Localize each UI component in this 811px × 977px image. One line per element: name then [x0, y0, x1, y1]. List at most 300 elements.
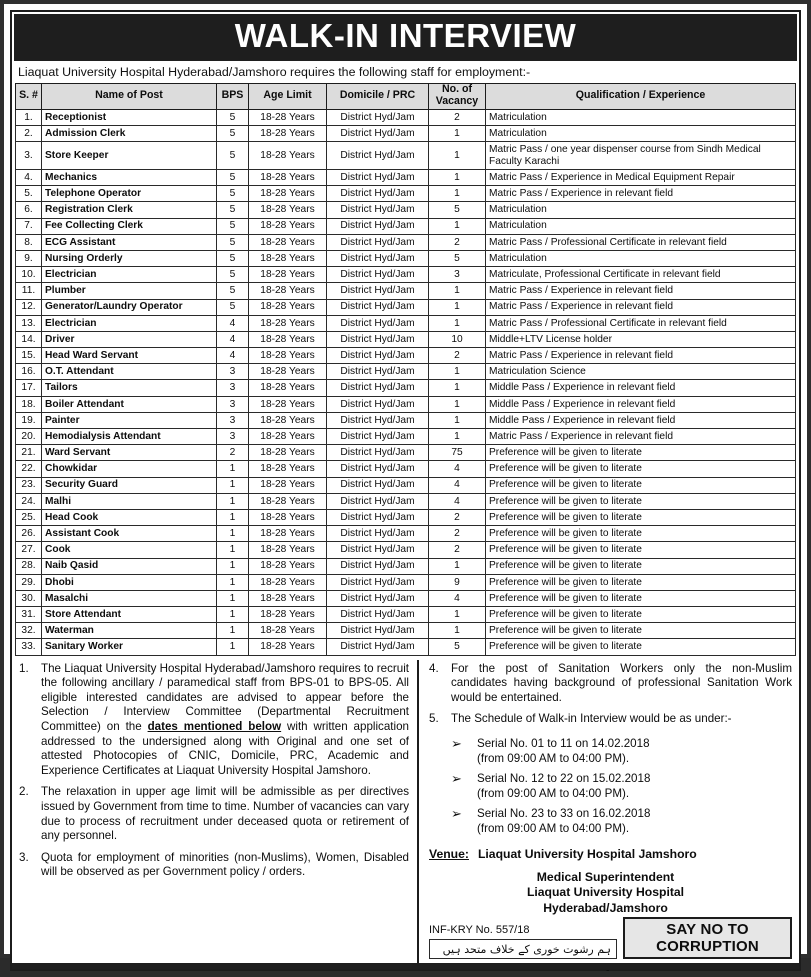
cell-domicile: District Hyd/Jam	[327, 380, 429, 396]
table-row	[16, 509, 796, 525]
cell-post-name: Dhobi	[42, 574, 217, 590]
cell-age-limit: 18-28 Years	[249, 493, 327, 509]
cell-bps: 4	[217, 315, 249, 331]
cell-vacancy: 3	[429, 267, 486, 283]
schedule-item	[451, 772, 792, 801]
cell-vacancy: 1	[429, 364, 486, 380]
cell-post-name: Fee Collecting Clerk	[42, 218, 217, 234]
cell-post-name: Head Ward Servant	[42, 348, 217, 364]
schedule-text	[477, 772, 650, 801]
cell-bps: 1	[217, 493, 249, 509]
cell-serial: 21.	[16, 445, 42, 461]
note-text	[41, 662, 409, 779]
table-row	[16, 493, 796, 509]
cell-post-name: Tailors	[42, 380, 217, 396]
cell-post-name: Naib Qasid	[42, 558, 217, 574]
cell-age-limit: 18-28 Years	[249, 267, 327, 283]
table-row	[16, 348, 796, 364]
cell-domicile: District Hyd/Jam	[327, 590, 429, 606]
say-no-to-corruption-badge: SAY NO TO CORRUPTION	[623, 917, 792, 959]
cell-post-name: Electrician	[42, 315, 217, 331]
cell-bps: 3	[217, 412, 249, 428]
cell-post-name: Driver	[42, 331, 217, 347]
cell-domicile: District Hyd/Jam	[327, 234, 429, 250]
note-text-before: The relaxation in upper age limit will be admissible as per directives issued by Government from time to time. Number of vacancies can vary due to process of recruitment under deceased quota or retirement of any personnel.	[41, 785, 409, 843]
cell-serial: 11.	[16, 283, 42, 299]
cell-serial: 22.	[16, 461, 42, 477]
cell-qualification: Preference will be given to literate	[486, 509, 796, 525]
cell-domicile: District Hyd/Jam	[327, 186, 429, 202]
cell-age-limit: 18-28 Years	[249, 526, 327, 542]
cell-serial: 24.	[16, 493, 42, 509]
note-number: 1.	[19, 661, 29, 675]
cell-qualification: Matriculation	[486, 218, 796, 234]
note-number: 2.	[19, 785, 29, 799]
cell-domicile: District Hyd/Jam	[327, 202, 429, 218]
signoff-line-3: Hyderabad/Jamshoro	[543, 901, 668, 916]
cell-qualification: Matric Pass / Experience in relevant field	[486, 348, 796, 364]
cell-domicile: District Hyd/Jam	[327, 542, 429, 558]
cell-bps: 2	[217, 445, 249, 461]
schedule-time: (from 09:00 AM to 04:00 PM).	[477, 786, 630, 800]
cell-age-limit: 18-28 Years	[249, 331, 327, 347]
table-row	[16, 542, 796, 558]
cell-domicile: District Hyd/Jam	[327, 125, 429, 141]
cell-bps: 5	[217, 250, 249, 266]
table-row	[16, 477, 796, 493]
cell-bps: 1	[217, 509, 249, 525]
cell-domicile: District Hyd/Jam	[327, 109, 429, 125]
schedule-serial-date: Serial No. 23 to 33 on 16.02.2018	[477, 807, 651, 821]
cell-serial: 33.	[16, 639, 42, 655]
note-item	[19, 851, 409, 880]
cell-domicile: District Hyd/Jam	[327, 142, 429, 170]
note-text: For the post of Sanitation Workers only the non-Muslim candidates having background of professional Sanitation Work would be entertained.	[451, 661, 792, 704]
cell-qualification: Preference will be given to literate	[486, 590, 796, 606]
cell-bps: 5	[217, 218, 249, 234]
cell-age-limit: 18-28 Years	[249, 445, 327, 461]
note-text	[41, 851, 409, 880]
cell-age-limit: 18-28 Years	[249, 542, 327, 558]
cell-age-limit: 18-28 Years	[249, 607, 327, 623]
table-row	[16, 364, 796, 380]
cell-qualification: Matric Pass / one year dispenser course from Sindh Medical Faculty Karachi	[486, 142, 796, 170]
table-row	[16, 607, 796, 623]
cell-vacancy: 2	[429, 542, 486, 558]
cell-bps: 1	[217, 558, 249, 574]
cell-domicile: District Hyd/Jam	[327, 526, 429, 542]
cell-serial: 23.	[16, 477, 42, 493]
table-row	[16, 558, 796, 574]
interview-schedule	[451, 737, 792, 843]
table-row	[16, 283, 796, 299]
cell-age-limit: 18-28 Years	[249, 364, 327, 380]
cell-serial: 32.	[16, 623, 42, 639]
note-number: 3.	[19, 850, 29, 864]
cell-qualification: Matric Pass / Experience in relevant field	[486, 299, 796, 315]
footer-left	[429, 924, 617, 959]
cell-qualification: Preference will be given to literate	[486, 461, 796, 477]
cell-bps: 3	[217, 380, 249, 396]
cell-post-name: Cook	[42, 542, 217, 558]
cell-serial: 27.	[16, 542, 42, 558]
cell-qualification: Matric Pass / Experience in Medical Equipment Repair	[486, 170, 796, 186]
cell-bps: 3	[217, 364, 249, 380]
arrow-bullet-icon: ➢	[451, 736, 462, 751]
cell-qualification: Matriculation	[486, 125, 796, 141]
cell-qualification: Preference will be given to literate	[486, 542, 796, 558]
page-title: WALK-IN INTERVIEW	[234, 17, 577, 54]
cell-bps: 1	[217, 639, 249, 655]
cell-domicile: District Hyd/Jam	[327, 477, 429, 493]
column-header-serial: S. #	[16, 83, 42, 109]
cell-qualification: Preference will be given to literate	[486, 558, 796, 574]
cell-vacancy: 2	[429, 234, 486, 250]
cell-serial: 15.	[16, 348, 42, 364]
cell-qualification: Middle Pass / Experience in relevant field	[486, 396, 796, 412]
table-row	[16, 186, 796, 202]
cell-bps: 5	[217, 142, 249, 170]
cell-age-limit: 18-28 Years	[249, 509, 327, 525]
table-row	[16, 299, 796, 315]
cell-qualification: Middle+LTV License holder	[486, 331, 796, 347]
cell-qualification: Matric Pass / Professional Certificate in relevant field	[486, 315, 796, 331]
cell-bps: 5	[217, 283, 249, 299]
cell-age-limit: 18-28 Years	[249, 429, 327, 445]
table-row	[16, 412, 796, 428]
cell-serial: 6.	[16, 202, 42, 218]
column-header-bps: BPS	[217, 83, 249, 109]
cell-vacancy: 75	[429, 445, 486, 461]
table-row	[16, 623, 796, 639]
cell-age-limit: 18-28 Years	[249, 218, 327, 234]
cell-qualification: Preference will be given to literate	[486, 477, 796, 493]
cell-age-limit: 18-28 Years	[249, 283, 327, 299]
cell-serial: 4.	[16, 170, 42, 186]
cell-qualification: Matric Pass / Experience in relevant field	[486, 186, 796, 202]
note-number: 4.	[429, 661, 439, 675]
table-row	[16, 429, 796, 445]
cell-age-limit: 18-28 Years	[249, 590, 327, 606]
cell-vacancy: 1	[429, 315, 486, 331]
note-emphasis: dates mentioned below	[147, 720, 282, 733]
subtitle: Liaquat University Hospital Hyderabad/Jamshoro requires the following staff for employment:-	[18, 64, 531, 79]
cell-bps: 1	[217, 607, 249, 623]
cell-domicile: District Hyd/Jam	[327, 299, 429, 315]
cell-serial: 20.	[16, 429, 42, 445]
header-row	[16, 83, 796, 109]
schedule-item	[451, 737, 792, 766]
cell-post-name: Registration Clerk	[42, 202, 217, 218]
cell-post-name: Security Guard	[42, 477, 217, 493]
cell-post-name: Telephone Operator	[42, 186, 217, 202]
cell-qualification: Matriculation Science	[486, 364, 796, 380]
schedule-time: (from 09:00 AM to 04:00 PM).	[477, 751, 630, 765]
cell-age-limit: 18-28 Years	[249, 412, 327, 428]
cell-serial: 26.	[16, 526, 42, 542]
cell-vacancy: 4	[429, 590, 486, 606]
cell-bps: 5	[217, 186, 249, 202]
cell-serial: 30.	[16, 590, 42, 606]
table-row	[16, 125, 796, 141]
arrow-bullet-icon: ➢	[451, 806, 462, 822]
cell-age-limit: 18-28 Years	[249, 125, 327, 141]
column-header-age-limit: Age Limit	[249, 83, 327, 109]
column-header-domicile: Domicile / PRC	[327, 83, 429, 109]
cell-serial: 16.	[16, 364, 42, 380]
signoff-line-2: Liaquat University Hospital	[526, 885, 685, 900]
outer-frame	[4, 4, 807, 957]
note-item	[429, 712, 792, 727]
cell-qualification: Matriculation	[486, 250, 796, 266]
cell-bps: 1	[217, 542, 249, 558]
cell-qualification: Middle Pass / Experience in relevant field	[486, 412, 796, 428]
cell-qualification: Middle Pass / Experience in relevant field	[486, 380, 796, 396]
cell-domicile: District Hyd/Jam	[327, 331, 429, 347]
cell-vacancy: 2	[429, 109, 486, 125]
cell-bps: 3	[217, 429, 249, 445]
table-row	[16, 170, 796, 186]
cell-age-limit: 18-28 Years	[249, 299, 327, 315]
cell-serial: 10.	[16, 267, 42, 283]
cell-post-name: Receptionist	[42, 109, 217, 125]
cell-domicile: District Hyd/Jam	[327, 250, 429, 266]
cell-vacancy: 1	[429, 623, 486, 639]
cell-domicile: District Hyd/Jam	[327, 493, 429, 509]
table-row	[16, 445, 796, 461]
cell-vacancy: 1	[429, 412, 486, 428]
cell-qualification: Matric Pass / Experience in relevant field	[486, 429, 796, 445]
cell-bps: 5	[217, 267, 249, 283]
banner	[14, 14, 797, 61]
cell-age-limit: 18-28 Years	[249, 315, 327, 331]
cell-age-limit: 18-28 Years	[249, 142, 327, 170]
cell-serial: 17.	[16, 380, 42, 396]
cell-age-limit: 18-28 Years	[249, 109, 327, 125]
cell-domicile: District Hyd/Jam	[327, 607, 429, 623]
urdu-slogan-box: ہم رشوت خوری کے خلاف متحد ہیں	[429, 939, 617, 959]
cell-domicile: District Hyd/Jam	[327, 558, 429, 574]
cell-domicile: District Hyd/Jam	[327, 639, 429, 655]
schedule-serial-date: Serial No. 01 to 11 on 14.02.2018	[477, 737, 650, 750]
cell-serial: 29.	[16, 574, 42, 590]
note-text-before: Quota for employment of minorities (non-Muslims), Women, Disabled will be observed as per Government policy / orders.	[41, 850, 409, 879]
table-row	[16, 331, 796, 347]
cell-post-name: Painter	[42, 412, 217, 428]
cell-vacancy: 2	[429, 526, 486, 542]
cell-vacancy: 1	[429, 218, 486, 234]
cell-serial: 14.	[16, 331, 42, 347]
cell-serial: 2.	[16, 125, 42, 141]
cell-post-name: Masalchi	[42, 590, 217, 606]
schedule-time: (from 09:00 AM to 04:00 PM).	[477, 821, 630, 835]
column-header-qualification: Qualification / Experience	[486, 83, 796, 109]
table-row	[16, 250, 796, 266]
table-row	[16, 380, 796, 396]
cell-bps: 5	[217, 299, 249, 315]
table-row	[16, 315, 796, 331]
cell-bps: 1	[217, 623, 249, 639]
cell-post-name: Ward Servant	[42, 445, 217, 461]
cell-vacancy: 4	[429, 493, 486, 509]
note-item	[19, 785, 409, 843]
cell-bps: 5	[217, 125, 249, 141]
cell-bps: 1	[217, 574, 249, 590]
cell-age-limit: 18-28 Years	[249, 170, 327, 186]
cell-domicile: District Hyd/Jam	[327, 267, 429, 283]
cell-serial: 31.	[16, 607, 42, 623]
cell-serial: 9.	[16, 250, 42, 266]
cell-serial: 5.	[16, 186, 42, 202]
note-number: 5.	[429, 712, 439, 726]
cell-bps: 1	[217, 477, 249, 493]
cell-bps: 5	[217, 234, 249, 250]
jobs-table-wrapper	[12, 83, 799, 656]
cell-bps: 4	[217, 348, 249, 364]
cell-bps: 5	[217, 109, 249, 125]
table-row	[16, 639, 796, 655]
cell-vacancy: 5	[429, 202, 486, 218]
cell-age-limit: 18-28 Years	[249, 202, 327, 218]
cell-post-name: Assistant Cook	[42, 526, 217, 542]
cell-vacancy: 1	[429, 186, 486, 202]
cell-qualification: Preference will be given to literate	[486, 445, 796, 461]
table-row	[16, 526, 796, 542]
cell-serial: 1.	[16, 109, 42, 125]
cell-post-name: Chowkidar	[42, 461, 217, 477]
venue-value: Liaquat University Hospital Jamshoro	[477, 846, 697, 861]
bottom-bar	[12, 963, 799, 969]
cell-post-name: ECG Assistant	[42, 234, 217, 250]
table-row	[16, 202, 796, 218]
cell-domicile: District Hyd/Jam	[327, 445, 429, 461]
cell-serial: 7.	[16, 218, 42, 234]
table-row	[16, 590, 796, 606]
notes-right-column	[419, 660, 796, 964]
cell-vacancy: 1	[429, 558, 486, 574]
cell-qualification: Matriculation	[486, 202, 796, 218]
cell-vacancy: 10	[429, 331, 486, 347]
cell-age-limit: 18-28 Years	[249, 558, 327, 574]
cell-vacancy: 1	[429, 283, 486, 299]
cell-vacancy: 5	[429, 639, 486, 655]
cell-domicile: District Hyd/Jam	[327, 364, 429, 380]
cell-vacancy: 1	[429, 429, 486, 445]
cell-age-limit: 18-28 Years	[249, 186, 327, 202]
table-row	[16, 218, 796, 234]
cell-serial: 3.	[16, 142, 42, 170]
cell-domicile: District Hyd/Jam	[327, 218, 429, 234]
signoff-block	[429, 870, 792, 918]
schedule-text	[477, 737, 650, 766]
table-row	[16, 574, 796, 590]
cell-post-name: Admission Clerk	[42, 125, 217, 141]
cell-post-name: Generator/Laundry Operator	[42, 299, 217, 315]
cell-post-name: Waterman	[42, 623, 217, 639]
cell-qualification: Preference will be given to literate	[486, 526, 796, 542]
cell-domicile: District Hyd/Jam	[327, 170, 429, 186]
note-text: The Schedule of Walk-in Interview would be as under:-	[451, 712, 732, 726]
cell-post-name: Plumber	[42, 283, 217, 299]
cell-post-name: Nursing Orderly	[42, 250, 217, 266]
cell-vacancy: 1	[429, 380, 486, 396]
cell-serial: 13.	[16, 315, 42, 331]
cell-post-name: Boiler Attendant	[42, 396, 217, 412]
schedule-item	[451, 807, 792, 836]
cell-qualification: Matriculation	[486, 109, 796, 125]
column-header-post: Name of Post	[42, 83, 217, 109]
cell-serial: 18.	[16, 396, 42, 412]
cell-post-name: Mechanics	[42, 170, 217, 186]
cell-post-name: Malhi	[42, 493, 217, 509]
table-header	[16, 83, 796, 109]
venue-label: Venue:	[429, 846, 469, 861]
cell-vacancy: 1	[429, 125, 486, 141]
venue-row	[429, 847, 792, 861]
cell-serial: 25.	[16, 509, 42, 525]
cell-vacancy: 4	[429, 477, 486, 493]
table-row	[16, 142, 796, 170]
cell-post-name: Store Keeper	[42, 142, 217, 170]
cell-vacancy: 9	[429, 574, 486, 590]
table-row	[16, 461, 796, 477]
table-row	[16, 234, 796, 250]
cell-age-limit: 18-28 Years	[249, 639, 327, 655]
cell-age-limit: 18-28 Years	[249, 461, 327, 477]
arrow-bullet-icon: ➢	[451, 771, 462, 787]
cell-qualification: Matriculate, Professional Certificate in relevant field	[486, 267, 796, 283]
schedule-serial-date: Serial No. 12 to 22 on 15.02.2018	[477, 772, 651, 786]
cell-qualification: Preference will be given to literate	[486, 623, 796, 639]
cell-domicile: District Hyd/Jam	[327, 412, 429, 428]
cell-serial: 28.	[16, 558, 42, 574]
cell-bps: 3	[217, 396, 249, 412]
cell-post-name: O.T. Attendant	[42, 364, 217, 380]
cell-domicile: District Hyd/Jam	[327, 623, 429, 639]
table-row	[16, 109, 796, 125]
cell-post-name: Head Cook	[42, 509, 217, 525]
cell-age-limit: 18-28 Years	[249, 234, 327, 250]
signoff-line-1: Medical Superintendent	[536, 869, 675, 884]
schedule-text	[477, 807, 650, 836]
cell-qualification: Matric Pass / Experience in relevant field	[486, 283, 796, 299]
cell-vacancy: 2	[429, 509, 486, 525]
cell-vacancy: 1	[429, 170, 486, 186]
cell-age-limit: 18-28 Years	[249, 574, 327, 590]
cell-serial: 12.	[16, 299, 42, 315]
cell-vacancy: 5	[429, 250, 486, 266]
cell-domicile: District Hyd/Jam	[327, 396, 429, 412]
cell-domicile: District Hyd/Jam	[327, 315, 429, 331]
cell-age-limit: 18-28 Years	[249, 348, 327, 364]
cell-domicile: District Hyd/Jam	[327, 509, 429, 525]
cell-bps: 5	[217, 202, 249, 218]
cell-vacancy: 1	[429, 299, 486, 315]
cell-post-name: Hemodialysis Attendant	[42, 429, 217, 445]
cell-post-name: Store Attendant	[42, 607, 217, 623]
advertisement-content	[10, 10, 801, 971]
cell-qualification: Preference will be given to literate	[486, 493, 796, 509]
footer-row	[429, 917, 792, 963]
notes-section	[12, 656, 799, 964]
cell-vacancy: 1	[429, 142, 486, 170]
table-body	[16, 109, 796, 655]
cell-serial: 19.	[16, 412, 42, 428]
cell-age-limit: 18-28 Years	[249, 477, 327, 493]
cell-domicile: District Hyd/Jam	[327, 348, 429, 364]
cell-vacancy: 4	[429, 461, 486, 477]
cell-bps: 5	[217, 170, 249, 186]
